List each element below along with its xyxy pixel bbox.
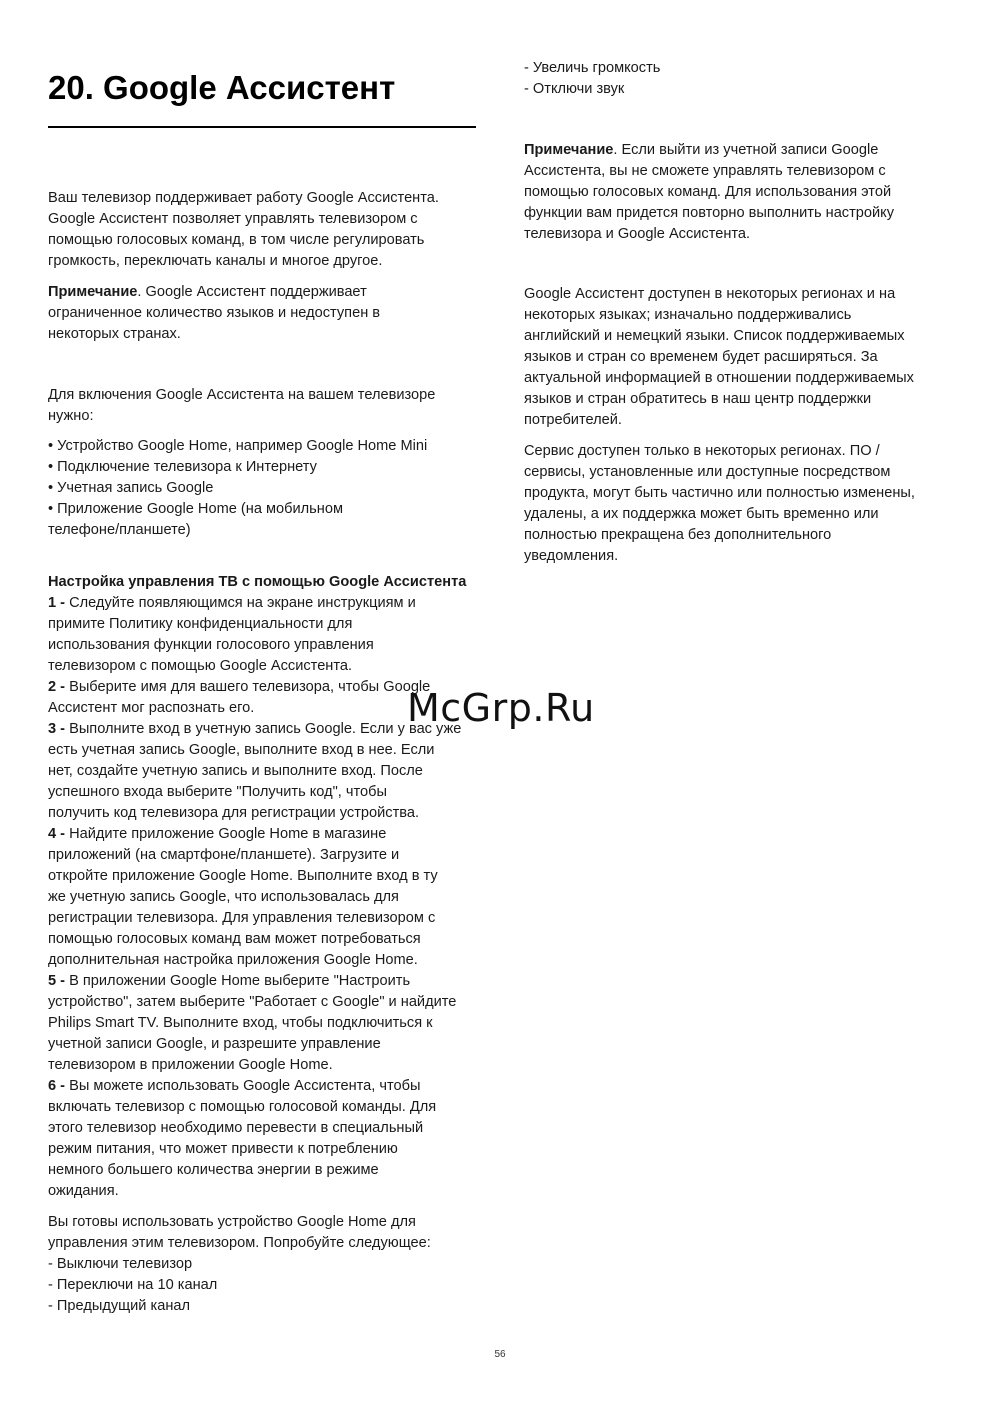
list-item: - Переключи на 10 канал (48, 1277, 218, 1293)
title-divider (48, 126, 476, 128)
text-line: Ассистента, вы не сможете управлять телевизором с (524, 163, 886, 179)
step-text: дополнительная настройка приложения Google Home. (48, 952, 418, 968)
text-line: языков и стран обратитесь в наш центр поддержки (524, 391, 872, 407)
step-text: телевизором в приложении Google Home. (48, 1057, 333, 1073)
list-item: • Подключение телевизора к Интернету (48, 459, 317, 475)
text-line: удалены, а их поддержка может быть временно или (524, 506, 879, 522)
text-line: нужно: (48, 408, 94, 424)
text-line: громкость, переключать каналы и многое другое. (48, 253, 383, 269)
step-text: телевизором с помощью Google Ассистента. (48, 658, 353, 674)
step-text: включать телевизор с помощью голосовой команды. Для (48, 1099, 437, 1115)
list-item: • Приложение Google Home (на мобильном (48, 501, 343, 517)
list-item: телефоне/планшете) (48, 522, 191, 538)
step-number: 3 - (48, 721, 66, 737)
text-line: полностью прекращена без дополнительного (524, 527, 832, 543)
step-text: нет, создайте учетную запись и выполните вход. После (48, 763, 423, 779)
step-text: этого телевизор необходимо перевести в специальный (48, 1120, 424, 1136)
setup-section (48, 572, 480, 1202)
step-text: Выполните вход в учетную запись Google. Если у вас уже (65, 721, 462, 737)
step-text: режим питания, что может привести к потреблению (48, 1141, 398, 1157)
text-line: актуальной информацией в отношении поддерживаемых (524, 370, 914, 386)
step-text: примите Политику конфиденциальности для (48, 616, 353, 632)
step-text: Вы можете использовать Google Ассистента, чтобы (65, 1078, 421, 1094)
regions-paragraph (524, 284, 954, 431)
text-line: функции вам придется повторно выполнить настройку (524, 205, 895, 221)
text-line: Google Ассистент доступен в некоторых регионах и на (524, 286, 896, 302)
step-text: ожидания. (48, 1183, 119, 1199)
section-heading: Настройка управления ТВ с помощью Google Ассистента (48, 574, 467, 590)
list-item: - Предыдущий канал (48, 1298, 191, 1314)
step-text: использования функции голосового управления (48, 637, 374, 653)
ready-paragraph (48, 1212, 480, 1317)
step-text: помощью голосовых команд вам может потребоваться (48, 931, 421, 947)
step-number: 4 - (48, 826, 66, 842)
step-text: есть учетная запись Google, выполните вход в нее. Если (48, 742, 435, 758)
list-item: - Отключи звук (524, 81, 625, 97)
text-line: продукта, могут быть частично или полностью изменены, (524, 485, 915, 501)
step-text: приложений (на смартфоне/планшете). Загрузите и (48, 847, 400, 863)
step-text: Следуйте появляющимся на экране инструкциям и (65, 595, 416, 611)
text-line: сервисы, установленные или доступные посредством (524, 464, 891, 480)
intro-paragraph (48, 188, 480, 272)
step-text: В приложении Google Home выберите "Настроить (65, 973, 411, 989)
step-text: учетной записи Google, и разрешите управление (48, 1036, 381, 1052)
step-text: же учетную запись Google, что использовалась для (48, 889, 399, 905)
text-line: потребителей. (524, 412, 622, 428)
step-text: получить код телевизора для регистрации устройства. (48, 805, 420, 821)
step-text: регистрации телевизора. Для управления телевизором с (48, 910, 436, 926)
text-line: ограниченное количество языков и недоступен в (48, 305, 381, 321)
text-line: языков и стран со временем будет расширяться. За (524, 349, 878, 365)
list-item: - Выключи телевизор (48, 1256, 193, 1272)
requirements-intro (48, 385, 480, 427)
step-text: Найдите приложение Google Home в магазине (65, 826, 387, 842)
text-line: Google Ассистент позволяет управлять телевизором с (48, 211, 418, 227)
requirements-list (48, 436, 480, 541)
step-number: 5 - (48, 973, 66, 989)
text-line: английский и немецкий языки. Список поддерживаемых (524, 328, 905, 344)
list-item: • Учетная запись Google (48, 480, 214, 496)
text-line: телевизора и Google Ассистента. (524, 226, 751, 242)
step-text: Ассистент мог распознать его. (48, 700, 255, 716)
list-item: • Устройство Google Home, например Google Home Mini (48, 438, 428, 454)
step-number: 1 - (48, 595, 66, 611)
text-line: уведомления. (524, 548, 619, 564)
step-text: Philips Smart TV. Выполните вход, чтобы подключиться к (48, 1015, 433, 1031)
text-line: помощью голосовых команд, в том числе регулировать (48, 232, 425, 248)
text-line: Сервис доступен только в некоторых регионах. ПО / (524, 443, 880, 459)
text-line: Вы готовы использовать устройство Google Home для (48, 1214, 416, 1230)
text-line: Для включения Google Ассистента на вашем телевизоре (48, 387, 436, 403)
step-text: немного большего количества энергии в режиме (48, 1162, 379, 1178)
step-text: откройте приложение Google Home. Выполните вход в ту (48, 868, 438, 884)
page-title: 20. Google Ассистент (48, 69, 396, 106)
text-line: некоторых языках; изначально поддерживались (524, 307, 852, 323)
note-label: Примечание (524, 142, 614, 158)
text-line: . Если выйти из учетной записи Google (613, 142, 879, 158)
step-text: успешного входа выберите "Получить код", чтобы (48, 784, 387, 800)
text-line: управления этим телевизором. Попробуйте следующее: (48, 1235, 431, 1251)
step-number: 6 - (48, 1078, 66, 1094)
service-paragraph (524, 441, 954, 567)
page-number: 56 (494, 1349, 506, 1360)
step-text: Выберите имя для вашего телевизора, чтобы Google (65, 679, 431, 695)
text-line: . Google Ассистент поддерживает (137, 284, 367, 300)
text-line: помощью голосовых команд. Для использования этой (524, 184, 892, 200)
list-item: - Увеличь громкость (524, 60, 661, 76)
step-number: 2 - (48, 679, 66, 695)
watermark: McGrp.Ru (407, 686, 595, 730)
note-sign-out (524, 140, 954, 245)
text-line: некоторых странах. (48, 326, 181, 342)
note-label: Примечание (48, 284, 138, 300)
step-text: устройство", затем выберите "Работает с Google" и найдите (48, 994, 457, 1010)
text-line: Ваш телевизор поддерживает работу Google Ассистента. (48, 190, 439, 206)
commands-list (524, 58, 954, 100)
note-languages (48, 282, 480, 345)
